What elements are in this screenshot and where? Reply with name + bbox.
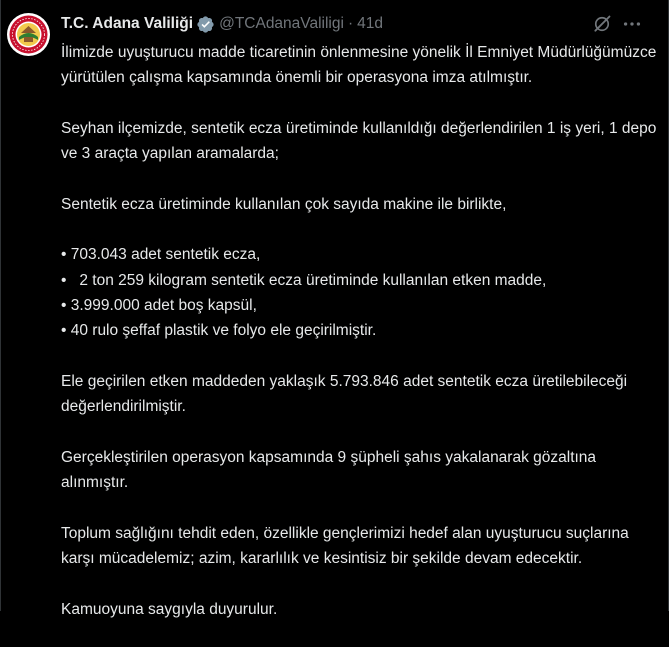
paragraph: Toplum sağlığını tehdit eden, özellikle gençlerimizi hedef alan uyuşturucu suçlarına karşı mücadelemiz; azim, kararlılık ve kesintisiz bir şekilde devam edecektir. bbox=[61, 524, 634, 567]
verified-badge-icon[interactable] bbox=[196, 15, 215, 34]
tweet-text bbox=[61, 40, 661, 647]
bullet-item: • 40 rulo şeffaf plastik ve folyo ele geçirilmiştir. bbox=[61, 322, 377, 340]
tweet-header bbox=[61, 13, 383, 35]
paragraph: Kamuoyuna saygıyla duyurulur. bbox=[61, 600, 278, 618]
paragraph: Seyhan ilçemizde, sentetik ecza üretiminde kullanıldığı değerlendirilen 1 iş yeri, 1 depo ve 3 araçta yapılan aramalarda; bbox=[61, 119, 661, 163]
separator-dot: · bbox=[347, 15, 354, 32]
paragraph: Sentetik ecza üretiminde kullanılan çok sayıda makine ile birlikte, bbox=[61, 195, 507, 213]
adana-valiligi-seal-logo bbox=[7, 13, 50, 56]
timestamp[interactable]: 41d bbox=[357, 15, 383, 32]
display-name[interactable]: T.C. Adana Valiliği bbox=[61, 15, 194, 32]
paragraph: İlimizde uyuşturucu madde ticaretinin önlenmesine yönelik İl Emniyet Müdürlüğümüzce yürütülen çalışma kapsamında önemli bir operasyona imza atılmıştır. bbox=[61, 44, 661, 87]
bullet-item: • 703.043 adet sentetik ecza, bbox=[61, 246, 261, 264]
paragraph: Ele geçirilen etken maddeden yaklaşık 5.793.846 adet sentetik ecza üretilebileceği değerlendirilmiştir. bbox=[61, 372, 632, 416]
paragraph: Gerçekleştirilen operasyon kapsamında 9 şüpheli şahıs yakalanarak gözaltına alınmıştır. bbox=[61, 448, 601, 492]
handle[interactable]: @TCAdanaValiligi bbox=[219, 15, 344, 32]
more-icon[interactable] bbox=[621, 13, 643, 35]
avatar[interactable] bbox=[7, 13, 50, 56]
bullet-list bbox=[61, 242, 661, 343]
bullet-item: • 3.999.000 adet boş kapsül, bbox=[61, 296, 257, 314]
bullet-item: • 2 ton 259 kilogram sentetik ecza üretiminde kullanılan etken madde, bbox=[61, 271, 547, 289]
grok-icon[interactable] bbox=[592, 14, 612, 34]
